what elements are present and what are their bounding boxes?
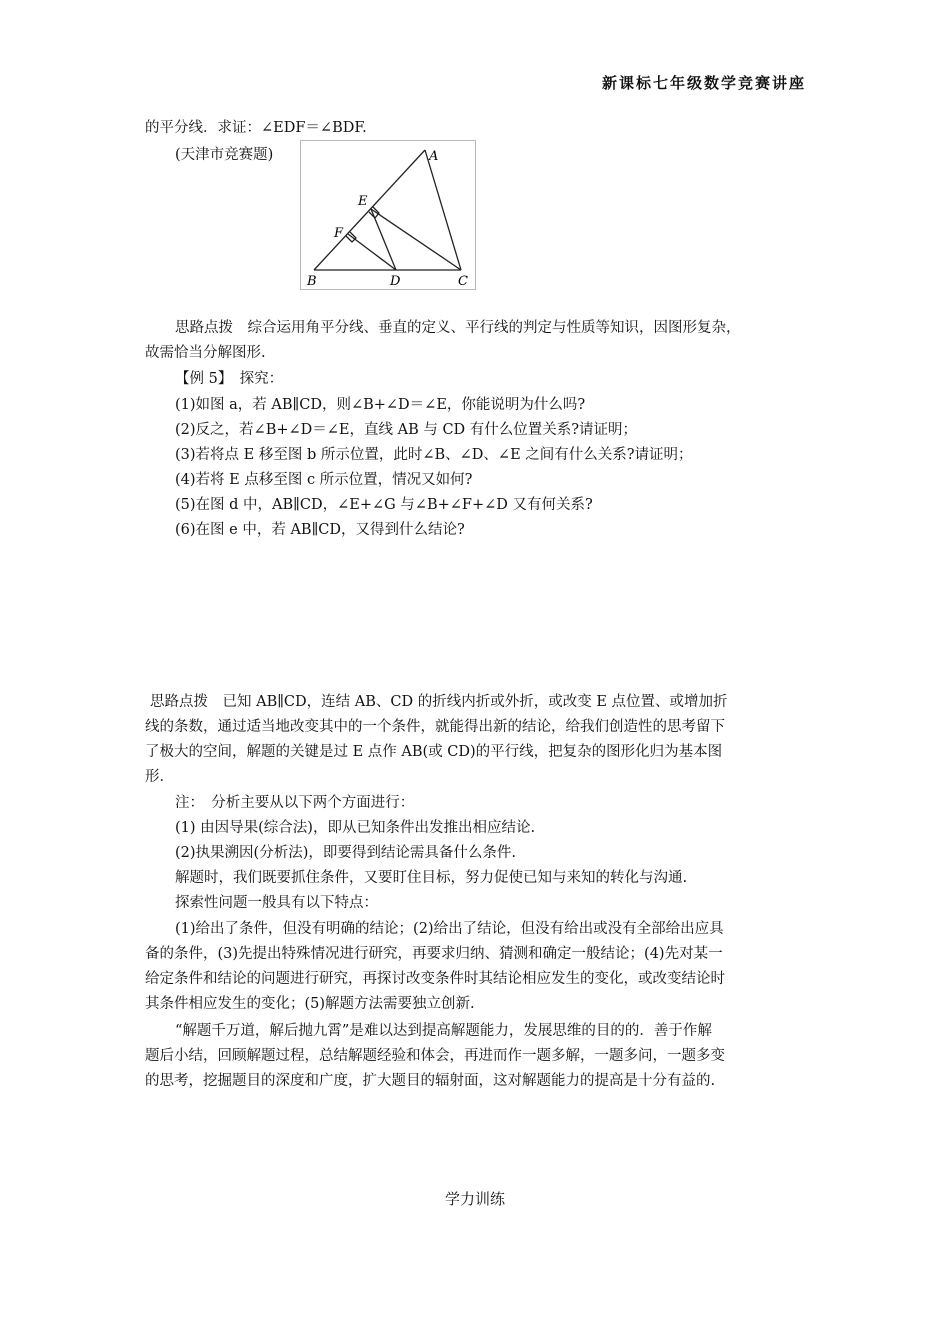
features-heading: 探索性问题一般具有以下特点： xyxy=(175,895,378,911)
geometry-figure xyxy=(300,140,476,290)
example5-item-2: (2)反之，若∠B+∠D＝∠E，直线 AB 与 CD 有什么位置关系?请证明； xyxy=(175,422,638,438)
segment-AC xyxy=(425,150,461,270)
example5-item-3: (3)若将点 E 移至图 b 所示位置，此时∠B、∠D、∠E 之间有什么关系?请证明； xyxy=(175,447,693,463)
hint1-line2: 故需恰当分解图形. xyxy=(145,345,266,361)
note-point-2: (2)执果溯因(分析法)，即要得到结论需具备什么条件. xyxy=(175,845,516,861)
note-point-1: (1) 由因导果(综合法)，即从已知条件出发推出相应结论. xyxy=(175,820,536,836)
note-tip: 解题时，我们既要抓住条件，又要盯住目标，努力促使已知与来知的转化与沟通. xyxy=(175,870,688,886)
example5-item-1: (1)如图 a，若 AB∥CD，则∠B+∠D＝∠E，你能说明为什么吗? xyxy=(175,397,586,413)
triangle-diagram xyxy=(301,141,475,289)
hint1-line1: 思路点拨 综合运用角平分线、垂直的定义、平行线的判定与性质等知识，因图形复杂， xyxy=(175,320,741,336)
label-D: D xyxy=(390,274,401,289)
features-line4: 其条件相应发生的变化；(5)解题方法需要独立创新. xyxy=(145,996,475,1012)
problem-statement-tail: 的平分线．求证：∠EDF＝∠BDF. xyxy=(145,120,367,136)
hint2-line3: 了极大的空间，解题的关键是过 E 点作 AB(或 CD)的平行线，把复杂的图形化归为基本图 xyxy=(145,744,723,760)
example5-item-4: (4)若将 E 点移至图 c 所示位置，情况又如何? xyxy=(175,472,473,488)
segment-BA xyxy=(314,150,425,270)
example5-item-5: (5)在图 d 中，AB∥CD，∠E+∠G 与∠B+∠F+∠D 又有何关系? xyxy=(175,497,593,513)
example5-item-6: (6)在图 e 中，若 AB∥CD，又得到什么结论? xyxy=(175,522,465,538)
features-line2: 备的条件，(3)先提出特殊情况进行研究，再要求归纳、猜测和确定一般结论；(4)先对某一 xyxy=(145,946,723,962)
label-C: C xyxy=(458,274,468,289)
summary-line3: 的思考，挖掘题目的深度和广度，扩大题目的辐射面，这对解题能力的提高是十分有益的. xyxy=(145,1073,716,1089)
label-E: E xyxy=(358,194,368,209)
hint2-line1: 思路点拨 已知 AB∥CD，连结 AB、CD 的折线内折或外折，或改变 E 点位置、或增加折 xyxy=(150,694,728,710)
features-line3: 给定条件和结论的问题进行研究，再探讨改变条件时其结论相应发生的变化，或改变结论时 xyxy=(145,971,725,987)
hint2-line2: 线的条数，通过适当地改变其中的一个条件，就能得出新的结论，给我们创造性的思考留下 xyxy=(145,719,725,735)
label-F: F xyxy=(334,226,344,241)
section-title-training: 学力训练 xyxy=(444,1190,505,1208)
page-header: 新课标七年级数学竞赛讲座 xyxy=(601,74,806,92)
note-heading: 注： 分析主要从以下两个方面进行： xyxy=(175,795,415,811)
features-line1: (1)给出了条件，但没有明确的结论；(2)给出了结论，但没有给出或没有全部给出应具 xyxy=(175,921,724,937)
label-B: B xyxy=(307,274,317,289)
hint2-line4: 形． xyxy=(145,769,174,785)
summary-line1: “解题千万道，解后抛九霄”是难以达到提高解题能力，发展思维的目的的．善于作解 xyxy=(175,1023,712,1039)
label-A: A xyxy=(429,149,439,164)
example5-heading: 【例 5】 探究： xyxy=(175,371,284,387)
problem-source: (天津市竞赛题) xyxy=(175,147,274,163)
summary-line2: 题后小结，回顾解题过程，总结解题经验和体会，再进而作一题多解，一题多问，一题多变 xyxy=(145,1048,725,1064)
